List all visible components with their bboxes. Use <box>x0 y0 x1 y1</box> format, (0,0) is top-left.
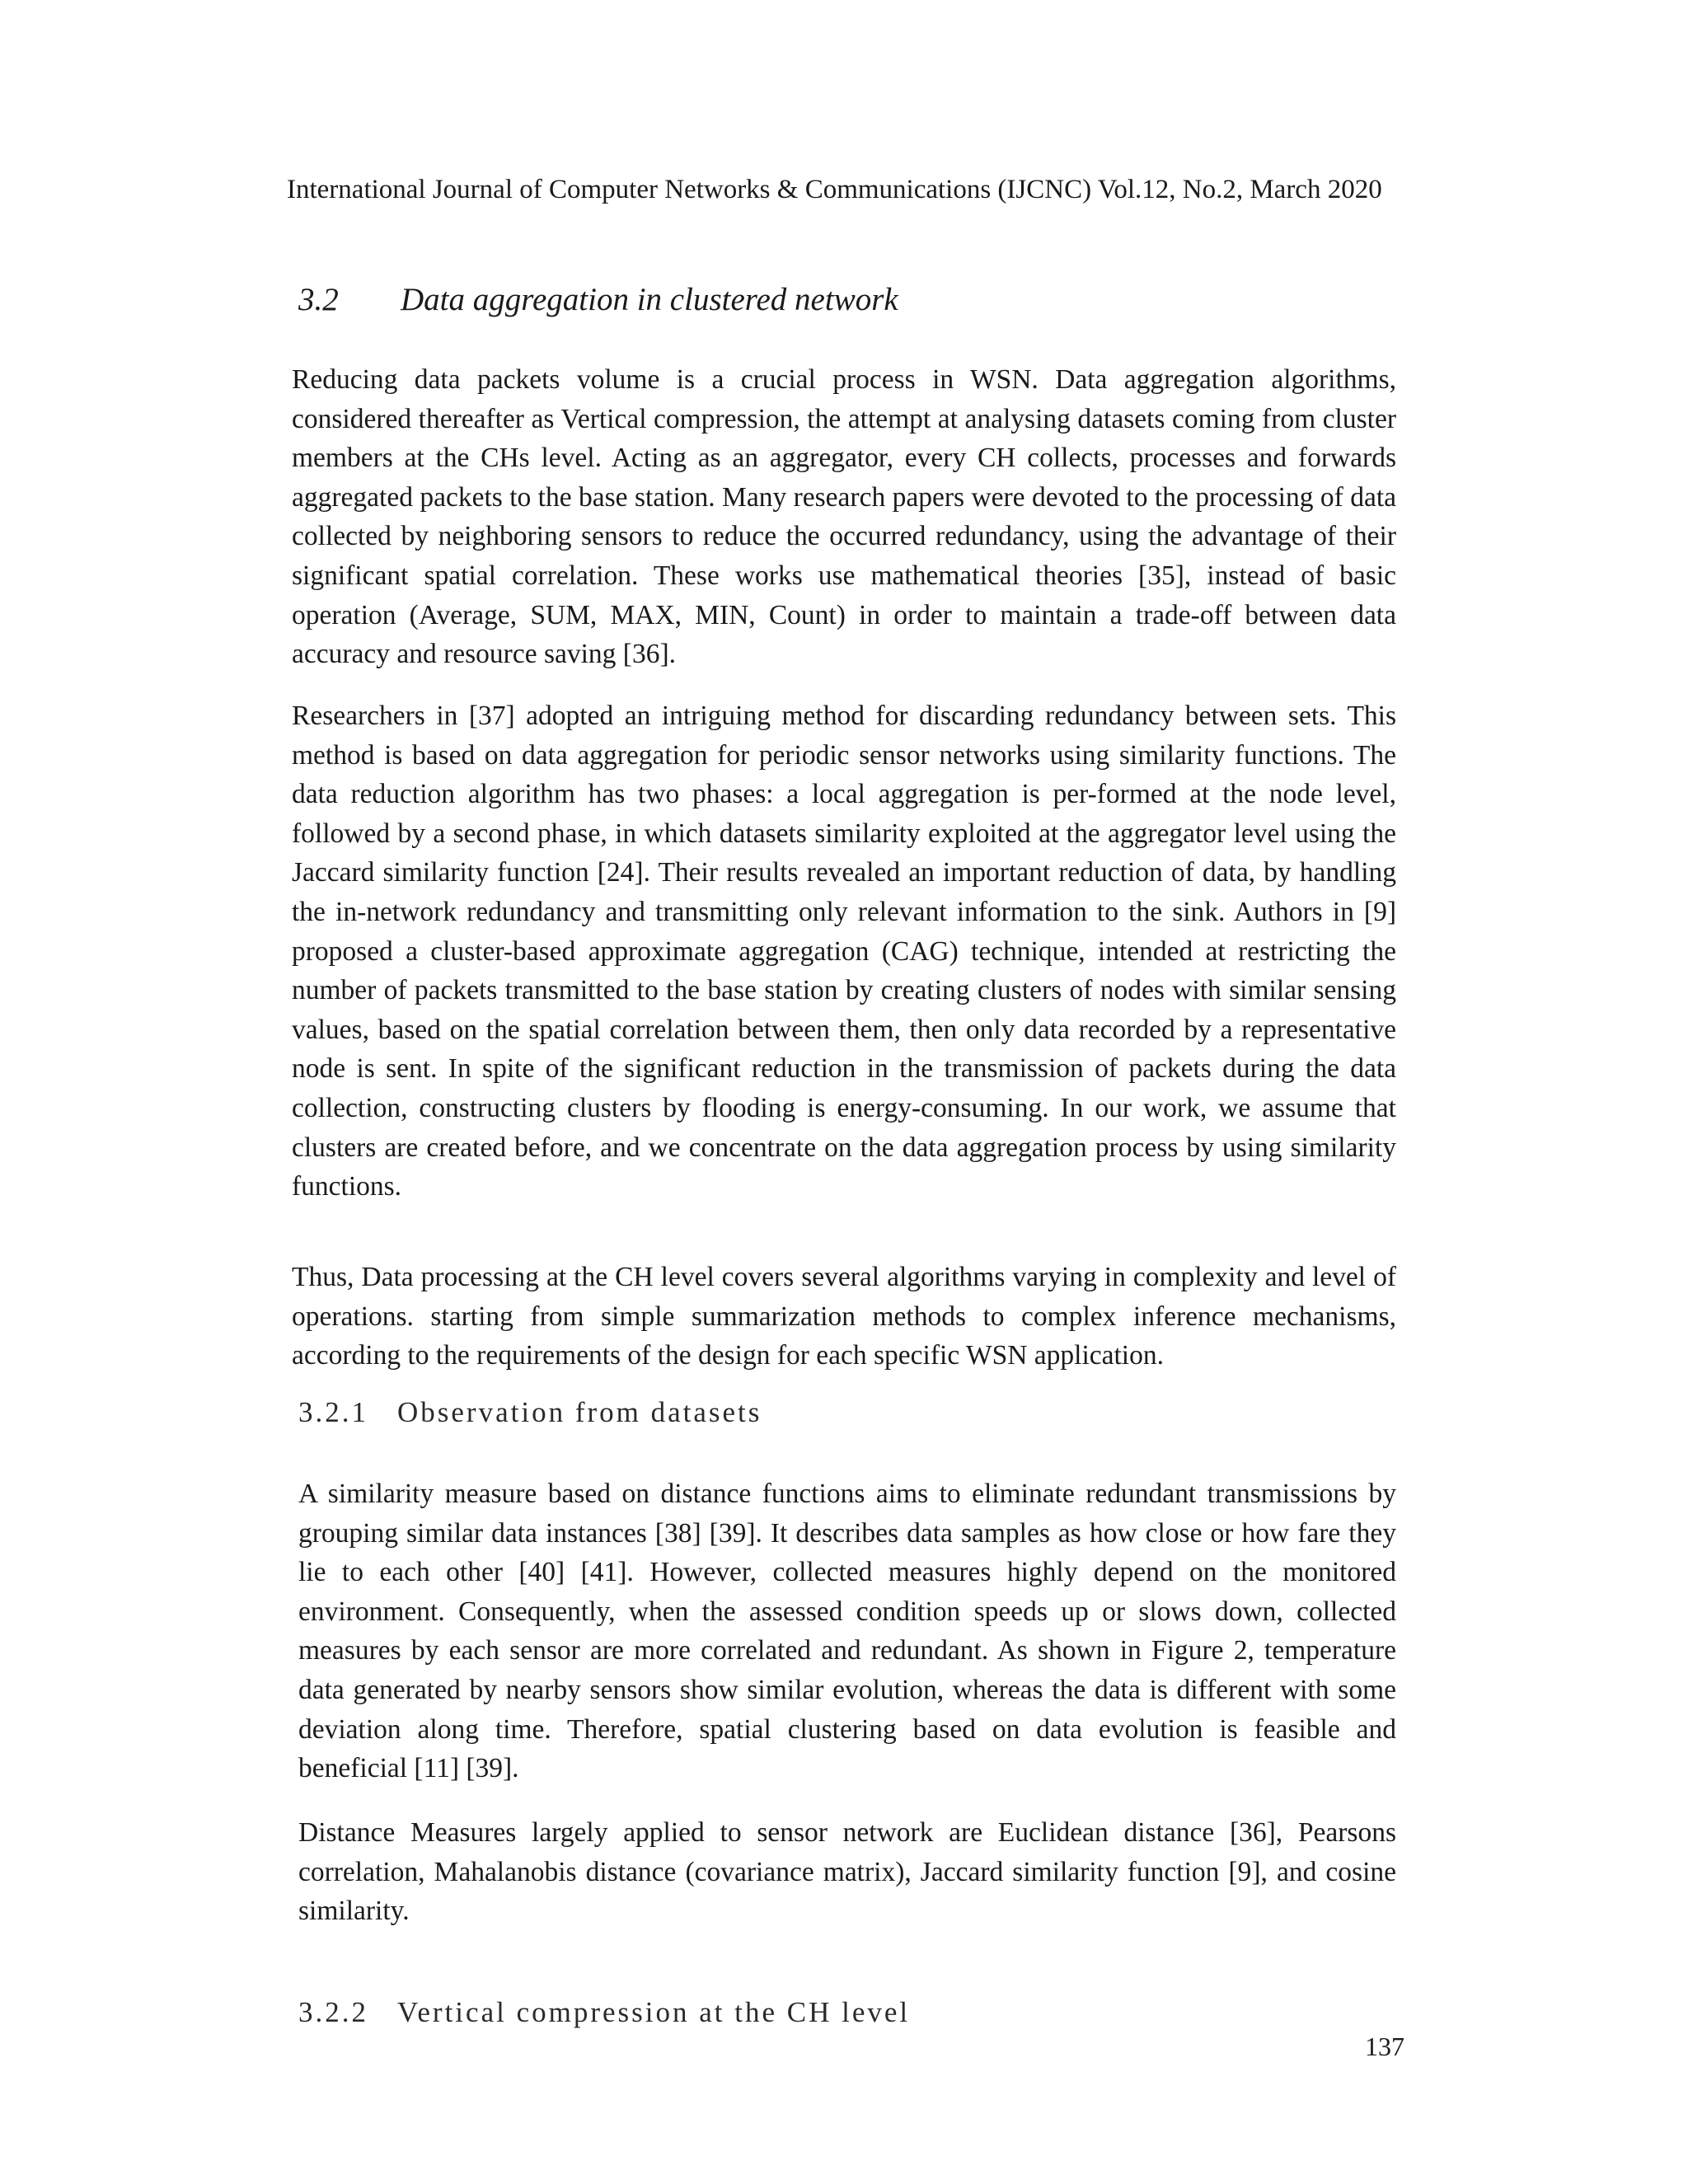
subsection-number: 3.2.2 <box>298 1996 368 2028</box>
page-number: 137 <box>1365 2032 1404 2061</box>
subsection-heading <box>298 1993 910 2032</box>
section-title: Data aggregation in clustered network <box>401 282 898 317</box>
subsection-title: Observation from datasets <box>397 1396 762 1428</box>
paragraph: Thus, Data processing at the CH level covers several algorithms varying in complexity and level of operations. starting from simple summarization methods to complex inference mechanisms, according to the requirements of the design for each specific WSN application. <box>292 1262 1396 1371</box>
section-heading <box>298 279 898 321</box>
subsection-heading <box>298 1393 762 1432</box>
subsection-title: Vertical compression at the CH level <box>397 1996 911 2028</box>
section-number: 3.2 <box>298 282 339 317</box>
paragraph: A similarity measure based on distance functions aims to eliminate redundant transmissions by grouping similar data instances [38] [39]. It describes data samples as how close or how fare they lie to each other [40] [41]. However, collected measures highly depend on the monitored environment. Consequently, when the assessed condition speeds up or slows down, collected measures by each sensor are more correlated and redundant. As shown in Figure 2, temperature data generated by nearby sensors show similar evolution, whereas the data is different with some deviation along time. Therefore, spatial clustering based on data evolution is feasible and beneficial [11] [39]. <box>298 1479 1396 1784</box>
running-header: International Journal of Computer Networks & Communications (IJCNC) Vol.12, No.2, March 2020 <box>287 175 1382 204</box>
paragraph: Distance Measures largely applied to sensor network are Euclidean distance [36], Pearsons correlation, Mahalanobis distance (covariance matrix), Jaccard similarity function [9], and cosine similarity. <box>298 1817 1396 1927</box>
subsection-number: 3.2.1 <box>298 1396 368 1428</box>
paragraph: Researchers in [37] adopted an intriguing method for discarding redundancy between sets. This method is based on data aggregation for periodic sensor networks using similarity functions. The data reduction algorithm has two phases: a local aggregation is per-formed at the node level, followed by a second phase, in which datasets similarity exploited at the aggregator level using the Jaccard similarity function [24]. Their results revealed an important reduction of data, by handling the in-network redundancy and transmitting only relevant information to the sink. Authors in [9] proposed a cluster-based approximate aggregation (CAG) technique, intended at restricting the number of packets transmitted to the base station by creating clusters of nodes with similar sensing values, based on the spatial correlation between them, then only data recorded by a representative node is sent. In spite of the significant reduction in the transmission of packets during the data collection, constructing clusters by flooding is energy-consuming. In our work, we assume that clusters are created before, and we concentrate on the data aggregation process by using similarity functions. <box>292 701 1396 1202</box>
paragraph: Reducing data packets volume is a crucial process in WSN. Data aggregation algorithms, considered thereafter as Vertical compression, the attempt at analysing datasets coming from cluster members at the CHs level. Acting as an aggregator, every CH collects, processes and forwards aggregated packets to the base station. Many research papers were devoted to the processing of data collected by neighboring sensors to reduce the occurred redundancy, using the advantage of their significant spatial correlation. These works use mathematical theories [35], instead of basic operation (Average, SUM, MAX, MIN, Count) in order to maintain a trade-off between data accuracy and resource saving [36]. <box>292 364 1396 670</box>
